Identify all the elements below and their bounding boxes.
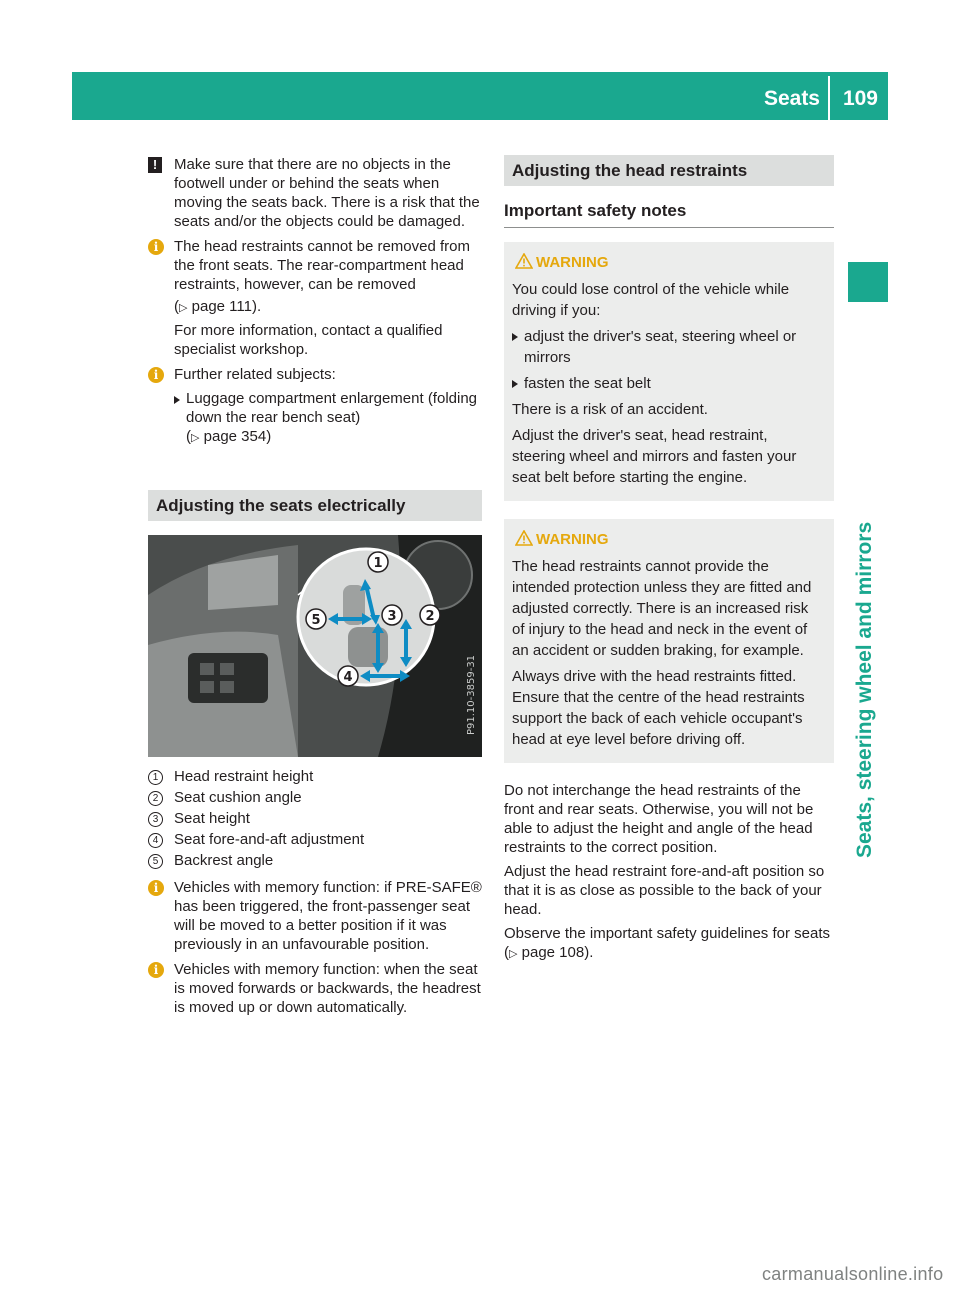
warning-box-control	[504, 242, 834, 501]
info-note-related	[148, 365, 482, 448]
legend-item	[148, 767, 482, 786]
warning-instruction: Adjust the driver's seat, head restraint, steering wheel and mirrors and fasten your seat belt before starting the engine.	[512, 427, 797, 486]
figure-code: P91.10-3859-31	[466, 654, 477, 735]
section-title: Seats	[763, 87, 820, 110]
warning-title	[512, 529, 824, 550]
info-text: The head restraints cannot be removed from the front seats. The rear-compartment head restraints, however, can be removed	[174, 238, 470, 293]
subheading-safety-notes: Important safety notes	[504, 200, 834, 228]
legend-number: 4	[148, 833, 163, 848]
info-icon: i	[148, 239, 164, 255]
page-reference-text: page 111).	[191, 298, 262, 315]
chapter-sidebar	[848, 120, 888, 858]
right-column	[504, 155, 834, 969]
left-column	[148, 155, 482, 1023]
warning-intro: You could lose control of the vehicle while driving if you:	[512, 281, 790, 319]
caution-note	[148, 155, 482, 231]
warning-bullet: fasten the seat belt	[512, 373, 824, 394]
chapter-title: Seats, steering wheel and mirrors	[853, 521, 876, 858]
header-separator	[828, 76, 830, 120]
section-heading-seats: Adjusting the seats electrically	[148, 490, 482, 521]
info-note-presafe	[148, 878, 482, 954]
info-text-contact: For more information, contact a qualified specialist workshop.	[174, 322, 443, 358]
page-reference[interactable]: (▷ page 354)	[186, 428, 272, 445]
legend-text: Seat cushion angle	[174, 789, 302, 806]
warning-label: WARNING	[536, 254, 609, 271]
legend-number: 5	[148, 854, 163, 869]
info-note-headrest-auto	[148, 960, 482, 1017]
legend-item	[148, 830, 482, 849]
warning-title	[512, 252, 824, 273]
warning-text: The head restraints cannot provide the intended protection unless they are fitted and adjusted correctly. There is an increased risk of injury to the head and neck in the event of an accident or sudden braking, for example.	[512, 558, 812, 659]
info-icon: i	[148, 367, 164, 383]
reference-arrow-icon: ▷	[179, 302, 188, 314]
legend-text: Seat height	[174, 810, 250, 827]
legend-number: 2	[148, 791, 163, 806]
page-reference[interactable]: (▷ page 111).	[174, 298, 262, 315]
paragraph-fore-aft: Adjust the head restraint fore-and-aft position so that it is as close as possible to the back of your head.	[504, 863, 825, 918]
reference-arrow-icon: ▷	[191, 432, 200, 444]
legend-number: 3	[148, 812, 163, 827]
svg-text:5: 5	[311, 613, 321, 628]
paragraph-observe	[504, 924, 834, 964]
warning-triangle-icon	[515, 530, 533, 546]
warning-label: WARNING	[536, 531, 609, 548]
page-reference-text: page 108).	[521, 944, 594, 961]
warning-instruction: Always drive with the head restraints fitted. Ensure that the centre of the head restraints support the back of each vehicle occupant's head at eye level before driving off.	[512, 668, 805, 748]
exclamation-icon: !	[148, 157, 164, 173]
paragraph-observe-text: Observe the important safety guidelines for seats (	[504, 925, 831, 961]
section-heading-head-restraints: Adjusting the head restraints	[504, 155, 834, 186]
seat-controls-illustration	[148, 535, 482, 757]
legend-text: Seat fore-and-aft adjustment	[174, 831, 365, 848]
header-bar	[72, 72, 888, 120]
legend-text: Backrest angle	[174, 852, 274, 869]
related-subject-text: Luggage compartment enlargement (folding down the rear bench seat)	[186, 390, 478, 426]
seat-controls-figure	[148, 535, 482, 757]
page-number: 109	[842, 87, 878, 110]
watermark: carmanualsonline.info	[762, 1264, 944, 1284]
warning-triangle-icon	[515, 253, 533, 269]
legend-number: 1	[148, 770, 163, 785]
legend-item	[148, 851, 482, 870]
info-text-presafe: Vehicles with memory function: if PRE-SAFE® has been triggered, the front-passenger seat will be moved to a better position if it was previously in an unfavourable position.	[174, 879, 482, 953]
page-reference-text: page 354)	[203, 428, 272, 445]
info-note-head-restraints	[148, 237, 482, 359]
svg-text:1: 1	[373, 556, 383, 571]
info-icon: i	[148, 880, 164, 896]
svg-text:3: 3	[387, 609, 397, 624]
chapter-tab-marker	[848, 262, 888, 302]
svg-text:4: 4	[343, 670, 353, 685]
related-subject-item	[174, 389, 482, 448]
legend-item	[148, 809, 482, 828]
svg-text:2: 2	[425, 609, 435, 624]
legend-text: Head restraint height	[174, 768, 314, 785]
reference-arrow-icon: ▷	[509, 948, 518, 960]
warning-risk: There is a risk of an accident.	[512, 401, 708, 418]
warning-box-head-restraints	[504, 519, 834, 763]
legend-item	[148, 788, 482, 807]
page-reference[interactable]	[509, 944, 593, 961]
related-subjects-title: Further related subjects:	[174, 366, 336, 383]
info-text-headrest: Vehicles with memory function: when the seat is moved forwards or backwards, the headrest is moved up or down automatically.	[174, 961, 481, 1016]
legend-list	[148, 767, 482, 870]
paragraph-interchange: Do not interchange the head restraints of the front and rear seats. Otherwise, you will not be able to adjust the height and angle of the head restraints to the correct position.	[504, 782, 814, 856]
warning-bullet: adjust the driver's seat, steering wheel or mirrors	[512, 326, 824, 368]
caution-text: Make sure that there are no objects in the footwell under or behind the seats when moving the seats back. There is a risk that the seats and/or the objects could be damaged.	[174, 156, 480, 230]
info-icon: i	[148, 962, 164, 978]
